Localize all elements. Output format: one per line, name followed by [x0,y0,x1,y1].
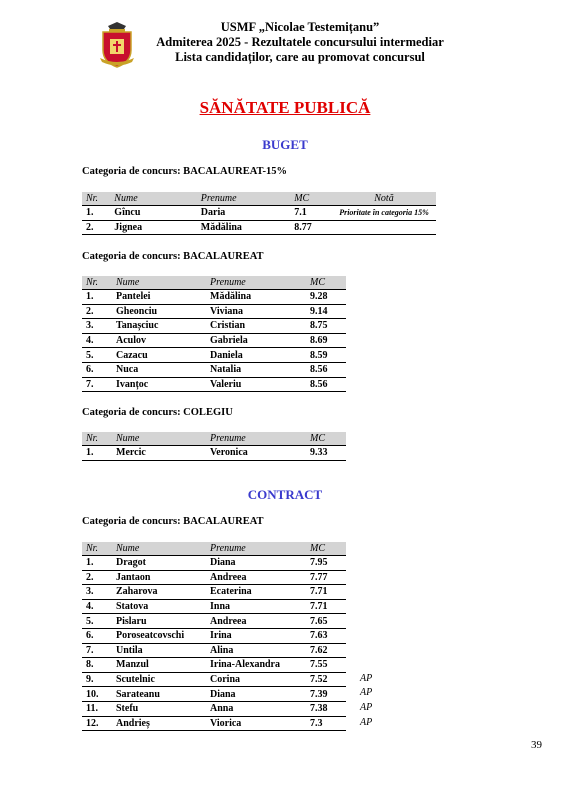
table-buget-colegiu [82,432,346,461]
cell-nume: Stefu [112,701,206,716]
section-title: SĂNĂTATE PUBLICĂ [199,98,371,117]
cell-prenume: Daria [197,206,290,221]
page-number: 39 [531,739,542,751]
cell-mc: 8.77 [290,220,328,235]
cell-nume: Andrieș [112,716,206,731]
cell-mc: 8.69 [306,333,346,348]
table-row [82,206,436,221]
cell-nr: 7. [82,377,112,392]
col-nr: Nr. [82,432,112,446]
header-subtitle: Lista candidaților, care au promovat concursul [175,50,425,64]
table-row [82,570,346,585]
table-row [82,220,436,235]
document-header [150,20,450,65]
contract-title: CONTRACT [247,487,323,502]
cell-prenume: Viorica [206,716,306,731]
cell-mc: 7.95 [306,556,346,571]
category-label-colegiu: Categoria de concurs: COLEGIU [82,407,233,418]
cell-mc: 7.38 [306,701,346,716]
header-title: Admiterea 2025 - Rezultatele concursului intermediar [156,35,444,49]
cell-nr: 2. [82,570,112,585]
cell-prenume: Andreea [206,614,306,629]
cell-prenume: Mădălina [197,220,290,235]
col-nota: Notă [328,192,436,206]
cell-mc: 8.56 [306,362,346,377]
table-row [82,614,346,629]
cell-mc: 8.56 [306,377,346,392]
cell-mc: 7.52 [306,672,346,687]
cell-prenume: Daniela [206,348,306,363]
cell-nr: 3. [82,585,112,600]
table-row [82,628,346,643]
cell-nume: Sarateanu [112,687,206,702]
table-row [82,377,346,392]
cell-nr: 12. [82,716,112,731]
cell-mc: 7.62 [306,643,346,658]
col-nr: Nr. [82,542,112,556]
col-nr: Nr. [82,276,112,290]
table-row [82,290,346,305]
cell-nr: 9. [82,672,112,687]
table-row [82,319,346,334]
table-buget-bac [82,276,346,392]
col-prenume: Prenume [197,192,290,206]
cell-nr: 6. [82,362,112,377]
cell-mc: 7.3 [306,716,346,731]
usmf-crest-logo [100,22,134,68]
cell-mc: 9.14 [306,304,346,319]
cell-nume: Pantelei [112,290,206,305]
cell-nr: 11. [82,701,112,716]
cell-prenume: Irina [206,628,306,643]
col-mc: MC [290,192,328,206]
cell-mc: 7.71 [306,585,346,600]
col-nr: Nr. [82,192,110,206]
table-row [82,672,346,687]
cell-mc: 9.33 [306,446,346,461]
table-row [82,701,346,716]
cell-nr: 8. [82,658,112,673]
cell-nr: 1. [82,206,110,221]
cell-nr: 1. [82,446,112,461]
cell-nume: Aculov [112,333,206,348]
cell-nr: 5. [82,614,112,629]
cell-nr: 1. [82,556,112,571]
cell-nr: 2. [82,220,110,235]
table-row [82,446,346,461]
cell-nume: Jantaon [112,570,206,585]
cell-mc: 8.59 [306,348,346,363]
cell-nota [328,220,436,235]
cell-nume: Mercic [112,446,206,461]
col-nume: Nume [112,432,206,446]
cell-mc: 7.77 [306,570,346,585]
cell-nr: 2. [82,304,112,319]
category-label-contract-bac: Categoria de concurs: BACALAUREAT [82,516,264,527]
ap-mark: AP [360,702,373,713]
cell-nr: 6. [82,628,112,643]
cell-mc: 7.1 [290,206,328,221]
cell-nume: Nuca [112,362,206,377]
col-nume: Nume [110,192,197,206]
table-buget-bac15 [82,192,436,235]
cell-nume: Zaharova [112,585,206,600]
cell-nr: 3. [82,319,112,334]
cell-nume: Gîncu [110,206,197,221]
cell-nume: Statova [112,599,206,614]
cell-nume: Poroseatcovschi [112,628,206,643]
cell-nume: Pislaru [112,614,206,629]
col-nume: Nume [112,542,206,556]
cell-prenume: Cristian [206,319,306,334]
cell-nota: Prioritate în categoria 15% [328,206,436,221]
table-row [82,687,346,702]
cell-prenume: Gabriela [206,333,306,348]
cell-nume: Cazacu [112,348,206,363]
col-mc: MC [306,276,346,290]
category-label-bac: Categoria de concurs: BACALAUREAT [82,251,264,262]
cell-prenume: Corina [206,672,306,687]
cell-prenume: Irina-Alexandra [206,658,306,673]
cell-nume: Ivanțoc [112,377,206,392]
cell-mc: 7.39 [306,687,346,702]
cell-prenume: Viviana [206,304,306,319]
cell-nume: Manzul [112,658,206,673]
table-row [82,658,346,673]
category-label-bac15: Categoria de concurs: BACALAUREAT-15% [82,166,288,177]
table-row [82,304,346,319]
cell-mc: 9.28 [306,290,346,305]
cell-nr: 10. [82,687,112,702]
cell-prenume: Diana [206,687,306,702]
cell-nr: 7. [82,643,112,658]
table-row [82,362,346,377]
cell-prenume: Alina [206,643,306,658]
cell-nume: Gheonciu [112,304,206,319]
cell-nr: 5. [82,348,112,363]
cell-prenume: Anna [206,701,306,716]
cell-nume: Dragot [112,556,206,571]
cell-prenume: Veronica [206,446,306,461]
buget-title: BUGET [262,137,308,152]
table-row [82,585,346,600]
cell-prenume: Mădălina [206,290,306,305]
table-row [82,333,346,348]
cell-mc: 7.71 [306,599,346,614]
cell-prenume: Diana [206,556,306,571]
col-mc: MC [306,542,346,556]
cell-nr: 4. [82,599,112,614]
col-prenume: Prenume [206,276,306,290]
cell-nume: Jignea [110,220,197,235]
header-institution: USMF „Nicolae Testemițanu” [220,20,380,34]
table-row [82,643,346,658]
cell-nume: Tanașciuc [112,319,206,334]
cell-prenume: Valeriu [206,377,306,392]
ap-mark: AP [360,672,373,684]
ap-mark: AP [360,687,373,699]
cell-mc: 7.55 [306,658,346,673]
table-row [82,348,346,363]
cell-mc: 8.75 [306,319,346,334]
cell-prenume: Inna [206,599,306,614]
table-row [82,556,346,571]
cell-prenume: Andreea [206,570,306,585]
cell-nr: 4. [82,333,112,348]
ap-mark: AP [360,716,373,728]
cell-mc: 7.65 [306,614,346,629]
col-mc: MC [306,432,346,446]
table-contract-bac [82,542,346,731]
cell-nr: 1. [82,290,112,305]
cell-prenume: Ecaterina [206,585,306,600]
col-prenume: Prenume [206,542,306,556]
col-prenume: Prenume [206,432,306,446]
cell-mc: 7.63 [306,628,346,643]
table-row [82,599,346,614]
cell-nume: Scutelnic [112,672,206,687]
col-nume: Nume [112,276,206,290]
cell-prenume: Natalia [206,362,306,377]
table-row [82,716,346,731]
cell-nume: Untila [112,643,206,658]
